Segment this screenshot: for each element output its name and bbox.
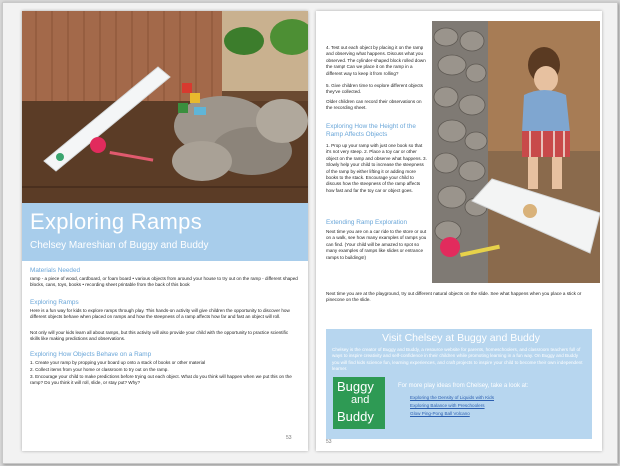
ramps-text: Here is a fun way for kids to explore ramps through play. This hands-on activity will give children the opportunity to discover how different objects behave when placed on ramps and how the steepness of a ramp affects how far and fast an object will roll. [30,308,290,320]
ramp-photo [22,11,308,203]
link-balance[interactable]: Exploring Balance with Preschoolers [410,403,485,408]
logo-line-3: Buddy [337,409,374,424]
visit-text: Chelsey is the creator of Buggy and Buddy, a resource website for parents, homeschoolers, and classroom teachers full of ways to inspire creativity and self-confidence in their children while promoting learning in a fun way. On Buggy and Buddy you will find kids science fun, learning experiences, and craft projects to inspire your child to become their own independent learner. [332,347,583,372]
child-ramp-photo [432,21,600,283]
buggy-and-buddy-logo [333,377,385,429]
article-title: Exploring Ramps [30,209,203,234]
visit-title: Visit Chelsey at Buggy and Buddy [382,332,540,344]
objects-step-3: 3. Encourage your child to make predictions before trying out each object. What do you think will happen when we put this on the ramp? Do you think it will roll, slide, or stay put? Why? [30,374,292,386]
height-heading: Exploring How the Height of the Ramp Affects Objects [326,123,416,138]
more-ideas-label: For more play ideas from Chelsey, take a look at: [398,383,529,389]
older-children-text: Older children can record their observations on the recording sheet. [326,99,422,111]
title-banner [22,203,308,261]
playground-text: Next time you are at the playground, try out different natural objects on the slide. See what happens when you place a stick or pinecone on the slide. [326,291,582,303]
objects-heading: Exploring How Objects Behave on a Ramp [30,351,152,358]
logo-line-2: and [351,394,370,406]
visit-box [326,329,592,439]
height-text: 1. Prop up your ramp with just one book so that it's not very steep. 2. Place a toy car or other object on the ramp and observe what happens. 3. Slowly help your child to increase the steepness of the ramp by either lifting it or adding more books to the stack. Encourage your child to discuss how the steepness of the ramp affects how fast and far the toy car or object goes. [326,143,427,193]
link-density[interactable]: Exploring the Density of Liquids with Kids [410,395,495,400]
objects-step-1: 1. Create your ramp by propping your board up onto a stack of books or other material [30,360,206,365]
article-author: Chelsey Mareshian of Buggy and Buddy [30,240,209,251]
ramps-heading: Exploring Ramps [30,299,79,306]
page-number: 53 [326,439,332,445]
link-volcano[interactable]: Glow Ping-Pong Ball Volcano [410,411,470,416]
left-page [22,11,308,451]
logo-line-1: Buggy [337,379,374,394]
extending-heading: Extending Ramp Exploration [326,219,407,226]
objects-step-2: 2. Collect items from your home or classroom to try out on the ramp. [30,367,169,372]
materials-heading: Materials Needed [30,267,81,274]
right-page [316,11,602,451]
extending-text: Next time you are on a car ride to the store or out on a walk, see how many examples of ramps you can find. (Your child will be amazed to spot so many examples of ramps like slides or entrance ramps to buildings!) [326,229,427,260]
step-4-text: 4. Test out each object by placing it on the ramp and observing what happens. Discuss what you observed. The cylinder-shaped block rolled down the ramp! Can we place it on the ramp in a different way to keep it from rolling? [326,45,426,76]
materials-text: ramp - a piece of wood, cardboard, or foam board • various objects from around your house to try out on the ramp - different shaped blocks, cans, toys, books • recording sheet printable from the back of this book [30,276,298,288]
page-number: 53 [286,435,292,441]
ramps-text-2: Not only will your kids learn all about ramps, but this activity will also provide your child with the opportunity to practice scientific skills like making predictions and observations. [30,330,289,342]
step-5-text: 5. Give children time to explore different objects they've collected. [326,83,423,95]
book-spread [2,2,618,464]
